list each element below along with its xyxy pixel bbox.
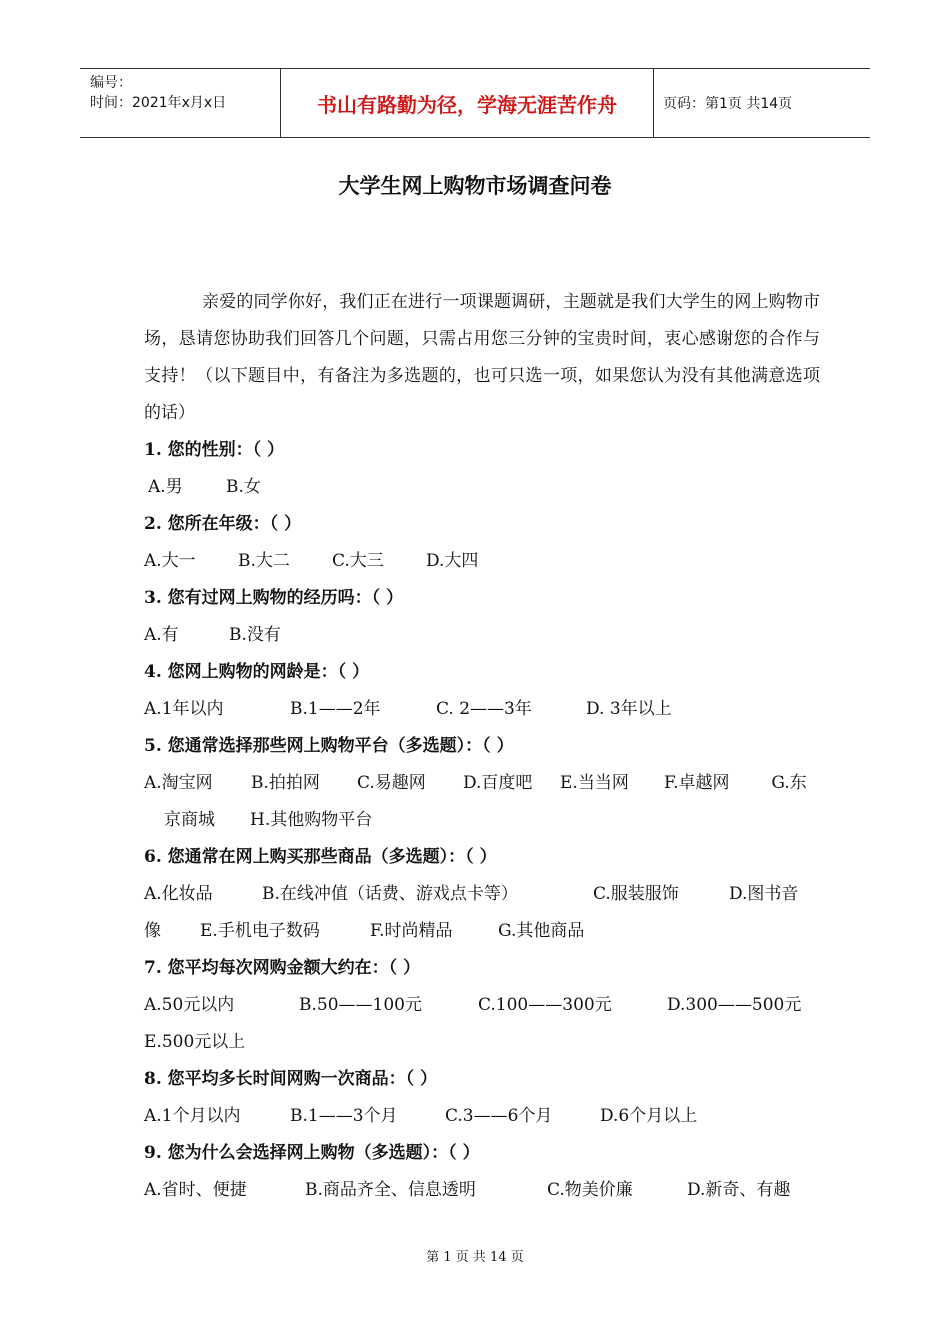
header-meta: [80, 69, 281, 137]
option: A.大一: [144, 551, 196, 571]
option: D.300——500元: [667, 995, 802, 1015]
option: E.手机电子数码: [200, 921, 320, 941]
option: C.大三: [332, 551, 384, 571]
question-3-options: [144, 617, 820, 654]
option: B.50——100元: [299, 995, 422, 1015]
question-7: 7. 您平均每次网购金额大约在：（ ）: [144, 958, 421, 978]
header-page-info: 页码：第1页 共14页: [663, 96, 793, 112]
option: B.女: [226, 477, 261, 497]
option: F.时尚精品: [370, 921, 453, 941]
option: H.其他购物平台: [250, 810, 373, 830]
question-7-options-cont: [144, 1024, 820, 1061]
option: D. 3年以上: [586, 699, 672, 719]
document-title: 大学生网上购物市场调查问卷: [338, 174, 612, 198]
question-5: 5. 您通常选择那些网上购物平台（多选题）：（ ）: [144, 736, 514, 756]
option: C.易趣网: [357, 773, 426, 793]
option: B.没有: [229, 625, 281, 645]
question-5-options-cont: [144, 802, 820, 839]
option: D.新奇、有趣: [687, 1180, 791, 1200]
option: A.化妆品: [144, 884, 213, 904]
option: C.物美价廉: [547, 1180, 633, 1200]
option: C. 2——3年: [436, 699, 532, 719]
option: A.男: [148, 477, 183, 497]
option: C.3——6个月: [445, 1106, 553, 1126]
question-2-options: [144, 543, 820, 580]
option: A.淘宝网: [144, 773, 213, 793]
document-number-label: 编号：: [90, 75, 132, 91]
option: D.6个月以上: [600, 1106, 698, 1126]
option: A.1个月以内: [144, 1106, 241, 1126]
question-6: 6. 您通常在网上购买那些商品（多选题）：（ ）: [144, 847, 497, 867]
question-5-options: [144, 765, 820, 802]
option-fragment: G.东: [771, 773, 807, 793]
option: B.在线冲值（话费、游戏点卡等）: [262, 884, 518, 904]
question-6-options: [144, 876, 820, 913]
option: A.省时、便捷: [144, 1180, 247, 1200]
document-date: 时间：2021年x月x日: [90, 95, 227, 111]
page-header: [80, 68, 870, 138]
question-1-options: [144, 469, 820, 506]
question-9-options: [144, 1172, 820, 1209]
question-1: 1. 您的性别：（ ）: [144, 440, 285, 460]
option: E.当当网: [560, 773, 629, 793]
option: B.拍拍网: [251, 773, 320, 793]
question-2: 2. 您所在年级：（ ）: [144, 514, 302, 534]
option-continuation: 像: [144, 921, 161, 941]
option: D.百度吧: [463, 773, 533, 793]
questionnaire-body: [144, 284, 820, 1209]
option: A.1年以内: [144, 699, 224, 719]
option: B.大二: [238, 551, 290, 571]
option: B.商品齐全、信息透明: [305, 1180, 476, 1200]
option: F.卓越网: [664, 773, 730, 793]
option: A.有: [144, 625, 179, 645]
question-6-options-cont: [144, 913, 820, 950]
intro-paragraph: 亲爱的同学你好，我们正在进行一项课题调研，主题就是我们大学生的网上购物市场，恳请您协助我们回答几个问题，只需占用您三分钟的宝贵时间，衷心感谢您的合作与支持！（以下题目中，有备注为多选题的，也可只选一项，如果您认为没有其他满意选项的话）: [144, 292, 820, 423]
option: E.500元以上: [144, 1032, 246, 1052]
question-4: 4. 您网上购物的网龄是：（ ）: [144, 662, 370, 682]
question-7-options: [144, 987, 820, 1024]
question-4-options: [144, 691, 820, 728]
page-footer: 第 1 页 共 14 页: [426, 1250, 524, 1265]
question-9: 9. 您为什么会选择网上购物（多选题）：（ ）: [144, 1143, 480, 1163]
header-motto: 书山有路勤为径，学海无涯苦作舟: [281, 69, 654, 137]
question-3: 3. 您有过网上购物的经历吗：（ ）: [144, 588, 404, 608]
option: B.1——2年: [290, 699, 381, 719]
question-8-options: [144, 1098, 820, 1135]
option: A.50元以内: [144, 995, 235, 1015]
question-8: 8. 您平均多长时间网购一次商品：（ ）: [144, 1069, 438, 1089]
option: C.100——300元: [478, 995, 612, 1015]
option: 京商城: [164, 810, 215, 830]
option: G.其他商品: [498, 921, 585, 941]
option: D.图书音: [729, 884, 799, 904]
option: D.大四: [426, 551, 479, 571]
option: B.1——3个月: [290, 1106, 398, 1126]
option: C.服装服饰: [593, 884, 679, 904]
